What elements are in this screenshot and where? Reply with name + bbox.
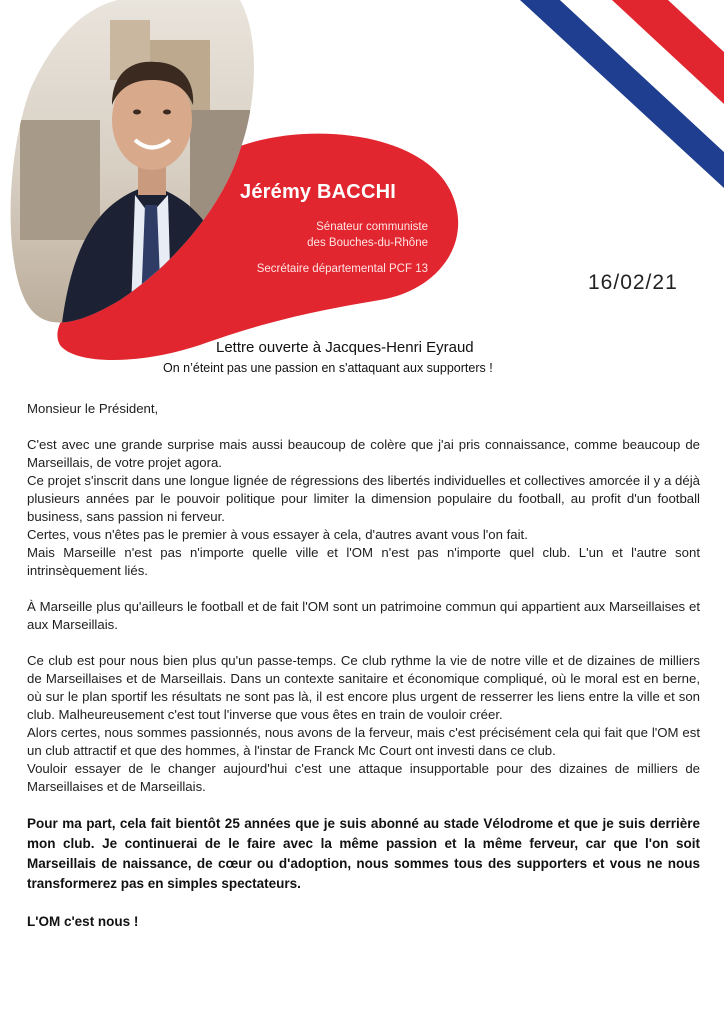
author-title-line1: Sénateur communiste: [316, 221, 428, 233]
letter-date: 16/02/21: [588, 271, 678, 294]
paragraph-1-line2: Ce projet s'inscrit dans une longue lignée de régressions des libertés individuelles et collectives amorcée il y a déjà plusieurs années par le pouvoir politique pour limiter la dimension populaire du football, au profit d'un football business, sans passion ni ferveur.: [27, 473, 700, 524]
author-title-line3: Secrétaire départemental PCF 13: [256, 263, 428, 275]
paragraph-1: [27, 436, 700, 580]
tricolour-sash: [520, 0, 724, 188]
paragraph-1-line1: C'est avec une grande surprise mais aussi beaucoup de colère que j'ai pris connaissance, comme beaucoup de Marseillais, de votre projet agora.: [27, 437, 700, 470]
paragraph-1-line4: Mais Marseille n'est pas n'importe quelle ville et l'OM n'est pas n'importe quel club. L'un et l'autre sont intrinsèquement liés.: [27, 545, 700, 578]
salutation: Monsieur le Président,: [27, 401, 159, 416]
paragraph-3-line1: Ce club est pour nous bien plus qu'un passe-temps. Ce club rythme la vie de notre ville et de dizaines de milliers de Marseillaises et de Marseillais. Dans un contexte sanitaire et économique compliqué, où le moral est en berne, où sur le plan sportif les résultats ne sont pas là, il est encore plus urgent de resserrer les liens entre la ville et son club. Malheureusement c'est tout l'inverse que vous êtes en train de vouloir créer.: [27, 653, 700, 722]
paragraph-3-line3: Vouloir essayer de le changer aujourd'hui c'est une attaque insupportable pour des dizaines de milliers de Marseillaises et de Marseillais.: [27, 761, 700, 794]
paragraph-2: À Marseille plus qu'ailleurs le football et de fait l'OM sont un patrimoine commun qui appartient aux Marseillaises et aux Marseillais.: [27, 599, 700, 632]
letter-heading: Lettre ouverte à Jacques-Henri Eyraud: [216, 339, 474, 356]
closing-line: L'OM c'est nous !: [27, 914, 139, 929]
paragraph-4: Pour ma part, cela fait bientôt 25 années que je suis abonné au stade Vélodrome et que je suis derrière mon club. Je continuerai de le faire avec la même passion et la même ferveur, car que l'on soit Marseillais de naissance, de cœur ou d'adoption, nous sommes tous des supporters et vous ne nous transformerez pas en simples spectateurs.: [27, 816, 700, 891]
letter-subheading: On n’éteint pas une passion en s'attaquant aux supporters !: [163, 361, 493, 375]
author-title-line2: des Bouches-du-Rhône: [307, 237, 428, 249]
paragraph-1-line3: Certes, vous n'êtes pas le premier à vous essayer à cela, d'autres avant vous l'on fait.: [27, 527, 528, 542]
paragraph-3-line2: Alors certes, nous sommes passionnés, nous avons de la ferveur, mais c'est précisément cela qui fait que l'OM est un club attractif et que des hommes, à l'instar de Franck Mc Court ont investi dans ce club.: [27, 725, 700, 758]
author-name: Jérémy BACCHI: [240, 181, 396, 203]
paragraph-3: [27, 652, 700, 796]
letter-body: [27, 400, 700, 950]
